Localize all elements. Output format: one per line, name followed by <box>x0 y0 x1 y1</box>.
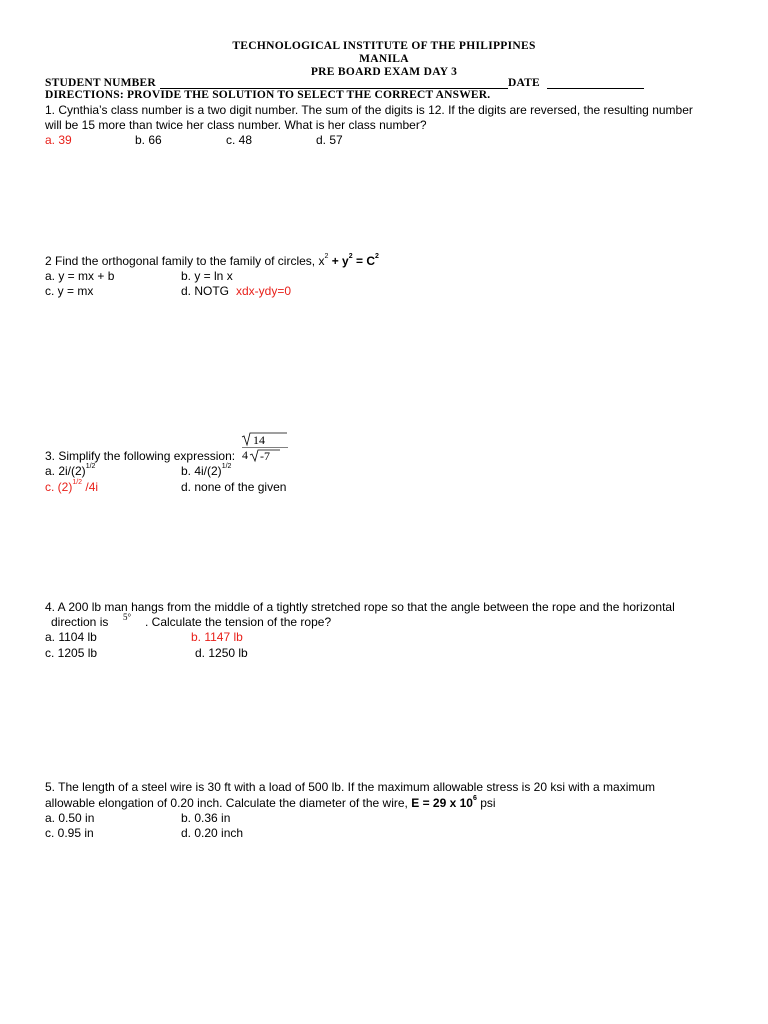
q5-option-a: a. 0.50 in <box>45 811 95 825</box>
q1-option-a: a. 39 <box>45 133 72 147</box>
q4-option-b: b. 1147 lb <box>191 630 243 644</box>
date-label: DATE <box>508 77 540 89</box>
q1-option-b: b. 66 <box>135 133 162 147</box>
q3-numerator: 14 <box>253 433 265 447</box>
q4-option-a: a. 1104 lb <box>45 630 97 644</box>
q3-denominator-rad: -7 <box>260 449 270 463</box>
q3-option-d: d. none of the given <box>181 480 287 494</box>
student-number-label: STUDENT NUMBER <box>45 77 156 89</box>
q4-option-c: c. 1205 lb <box>45 646 98 660</box>
q4-angle: 5° <box>123 612 132 622</box>
q1-option-d: d. 57 <box>316 133 343 147</box>
q4-line2-b: . Calculate the tension of the rope? <box>145 615 332 629</box>
q1-line1: 1. Cynthia’s class number is a two digit number. The sum of the digits is 12. If the digits are reversed, the resulting number <box>45 103 693 117</box>
campus-title: MANILA <box>359 53 409 65</box>
q2-option-a: a. y = mx + b <box>45 269 115 283</box>
directions: DIRECTIONS: PROVIDE THE SOLUTION TO SELECT THE CORRECT ANSWER. <box>45 89 491 101</box>
q2-option-c: c. y = mx <box>45 284 94 298</box>
q3-denominator-coef: 4 <box>242 448 248 462</box>
q3-option-b: b. $4i/(2)^{1/2}$ <box>181 463 232 478</box>
q5-line2: allowable elongation of 0.20 inch. Calculate the diameter of the wire, E = 29 x $10^6$ psi <box>45 795 496 810</box>
q3-expression <box>240 430 290 466</box>
q5-line1: 5. The length of a steel wire is 30 ft with a load of 500 lb. If the maximum allowable stress is 20 ksi with a maximum <box>45 780 656 794</box>
q4-option-d: d. 1250 lb <box>195 646 248 660</box>
q2-option-b: b. y = ln x <box>181 269 233 283</box>
q4-line1: 4. A 200 lb man hangs from the middle of a tightly stretched rope so that the angle between the rope and the horizontal <box>45 600 675 614</box>
q5-option-c: c. 0.95 in <box>45 826 94 840</box>
q5-option-d: d. 0.20 inch <box>181 826 244 840</box>
q5-option-b: b. 0.36 in <box>181 811 231 825</box>
q2-answer-note: xdx-ydy=0 <box>236 284 292 298</box>
q2-option-d: d. NOTG <box>181 284 230 298</box>
q1-line2: will be 15 more than twice her class number. What is her class number? <box>45 118 427 132</box>
q1-option-c: c. 48 <box>226 133 253 147</box>
q4-line2-a: direction is <box>51 615 109 629</box>
date-field[interactable] <box>547 88 644 89</box>
q3-option-a: a. $2i/(2)^{1/2}$ <box>45 463 96 478</box>
q3-option-c: c. $(2)^{1/2}$ /4i <box>45 479 99 494</box>
institution-title: TECHNOLOGICAL INSTITUTE OF THE PHILIPPINES <box>232 40 536 52</box>
exam-title: PRE BOARD EXAM DAY 3 <box>310 66 458 78</box>
q3-stem: 3. Simplify the following expression: <box>45 449 236 463</box>
q2-stem: 2 Find the orthogonal family to the family of circles, $x^2 + y^2 = C^2$ <box>45 253 379 268</box>
